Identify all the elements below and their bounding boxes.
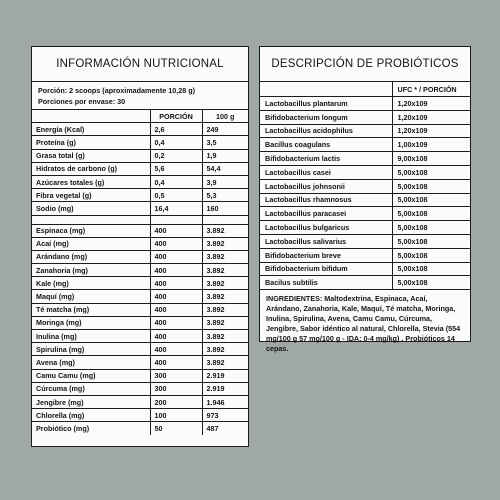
strain-name: Lactobacillus bulgaricus: [260, 221, 392, 235]
portion-value: 0,5: [150, 189, 202, 202]
table-row: [260, 165, 470, 179]
portion-value: 0,4: [150, 175, 202, 188]
table-row: [260, 152, 470, 166]
strain-name: Lactobacillus paracasei: [260, 207, 392, 221]
nutrient-name: Camu Camu (mg): [32, 369, 150, 382]
table-row: [32, 189, 248, 202]
nutrient-name: Acaí (mg): [32, 237, 150, 250]
table-row: [32, 343, 248, 356]
portion-value: 400: [150, 330, 202, 343]
table-row: [32, 316, 248, 329]
per100g-value: 3.892: [202, 224, 248, 237]
table-row: [32, 277, 248, 290]
strain-name: Lactobacillus rhamnosus: [260, 193, 392, 207]
probiotics-panel: [259, 46, 471, 354]
per100g-value: 3.892: [202, 237, 248, 250]
nutrient-name: Grasa total (g): [32, 149, 150, 162]
ufc-value: 5,00x108: [392, 179, 470, 193]
table-row: [32, 303, 248, 316]
portion-value: 100: [150, 409, 202, 422]
ufc-value: 5,00x108: [392, 165, 470, 179]
table-row: [260, 179, 470, 193]
nutrient-name: Arándano (mg): [32, 250, 150, 263]
table-row: [260, 193, 470, 207]
strain-name: Bifidobacterium lactis: [260, 152, 392, 166]
table-row: [260, 97, 470, 111]
strain-name: Lactobacillus plantarum: [260, 97, 392, 111]
table-row: [32, 175, 248, 188]
strain-name: Bacilus subtilis: [260, 276, 392, 289]
portion-value: 400: [150, 356, 202, 369]
table-row: [260, 221, 470, 235]
nutrition-title: INFORMACIÓN NUTRICIONAL: [32, 47, 248, 82]
ufc-value: 5,00x108: [392, 207, 470, 221]
table-row: [32, 202, 248, 215]
table-row: [32, 382, 248, 395]
table-row: [32, 395, 248, 408]
section-spacer: [32, 215, 248, 224]
nutrient-name: Proteína (g): [32, 136, 150, 149]
nutrient-name: Inulina (mg): [32, 330, 150, 343]
nutrient-name: Zanahoria (mg): [32, 264, 150, 277]
portion-value: 400: [150, 237, 202, 250]
per100g-value: 3.892: [202, 290, 248, 303]
per100g-value: 249: [202, 123, 248, 136]
portion-value: 16,4: [150, 202, 202, 215]
nutrient-name: Azúcares totales (g): [32, 175, 150, 188]
nutrient-name: Fibra vegetal (g): [32, 189, 150, 202]
column-header-blank: [32, 110, 150, 123]
per100g-value: 1,9: [202, 149, 248, 162]
nutrient-name: Sodio (mg): [32, 202, 150, 215]
portion-value: 400: [150, 290, 202, 303]
strain-name: Bifidobacterium breve: [260, 248, 392, 262]
portion-value: 5,6: [150, 162, 202, 175]
portion-value: 400: [150, 303, 202, 316]
ufc-value: 5,00x108: [392, 248, 470, 262]
per100g-value: 2.919: [202, 382, 248, 395]
per100g-value: 160: [202, 202, 248, 215]
serving-size: Porción: 2 scoops (aproximadamente 10,28 g): [38, 86, 195, 95]
probiotics-title: DESCRIPCIÓN DE PROBIÓTICOS: [260, 47, 470, 82]
nutrient-name: Té matcha (mg): [32, 303, 150, 316]
portion-value: 300: [150, 382, 202, 395]
nutrient-name: Probiótico (mg): [32, 422, 150, 435]
table-row: [32, 409, 248, 422]
per100g-value: 5,3: [202, 189, 248, 202]
strain-name: Lactobacillus casei: [260, 165, 392, 179]
ufc-value: 5,00x108: [392, 262, 470, 276]
ufc-value: 5,00x108: [392, 221, 470, 235]
per100g-value: 3,5: [202, 136, 248, 149]
table-row: [260, 234, 470, 248]
table-row: [32, 123, 248, 136]
strain-name: Bifidobacterium bifidum: [260, 262, 392, 276]
per100g-value: 3.892: [202, 303, 248, 316]
table-row: [260, 248, 470, 262]
per100g-value: 487: [202, 422, 248, 435]
per100g-value: 973: [202, 409, 248, 422]
nutrient-name: Kale (mg): [32, 277, 150, 290]
portion-value: 200: [150, 395, 202, 408]
table-row: [32, 237, 248, 250]
portion-value: 2,6: [150, 123, 202, 136]
table-row: [32, 224, 248, 237]
nutrient-name: Jengibre (mg): [32, 395, 150, 408]
portion-value: 400: [150, 224, 202, 237]
nutrient-name: Avena (mg): [32, 356, 150, 369]
spacer-cell: [32, 215, 150, 224]
per100g-value: 3.892: [202, 343, 248, 356]
per100g-value: 3,9: [202, 175, 248, 188]
portion-value: 400: [150, 264, 202, 277]
column-header-portion: PORCIÓN: [150, 110, 202, 123]
table-row: [260, 138, 470, 152]
table-row: [32, 330, 248, 343]
portion-value: 0,4: [150, 136, 202, 149]
nutrient-name: Energía (Kcal): [32, 123, 150, 136]
table-row: [32, 264, 248, 277]
table-row: [32, 369, 248, 382]
table-row: [32, 162, 248, 175]
nutrient-name: Hidratos de carbono (g): [32, 162, 150, 175]
ufc-value: 5,00x108: [392, 193, 470, 207]
ufc-value: 5,00x108: [392, 276, 470, 289]
per100g-value: 54,4: [202, 162, 248, 175]
table-row: [260, 110, 470, 124]
strain-name: Lactobacillus johnsonii: [260, 179, 392, 193]
portion-value: 400: [150, 343, 202, 356]
table-row: [32, 290, 248, 303]
column-header-blank: [260, 82, 392, 97]
ufc-value: 5,00x108: [392, 234, 470, 248]
nutrient-name: Spirulina (mg): [32, 343, 150, 356]
spacer-cell: [150, 215, 202, 224]
ufc-value: 1,20x109: [392, 97, 470, 111]
per100g-value: 2.919: [202, 369, 248, 382]
portion-value: 400: [150, 250, 202, 263]
column-header-100g: 100 g: [202, 110, 248, 123]
table-row: [260, 124, 470, 138]
strain-name: Lactobacillus acidophilus: [260, 124, 392, 138]
table-row: [260, 207, 470, 221]
nutrient-name: Chlorella (mg): [32, 409, 150, 422]
ufc-value: 1,00x109: [392, 138, 470, 152]
nutrient-name: Espinaca (mg): [32, 224, 150, 237]
per100g-value: 1.946: [202, 395, 248, 408]
per100g-value: 3.892: [202, 277, 248, 290]
nutrient-name: Moringa (mg): [32, 316, 150, 329]
table-row: [32, 136, 248, 149]
ufc-value: 1,20x109: [392, 110, 470, 124]
table-row: [260, 276, 470, 289]
table-row: [32, 149, 248, 162]
portion-value: 50: [150, 422, 202, 435]
table-row: [32, 356, 248, 369]
table-row: [260, 262, 470, 276]
ufc-value: 9,00x108: [392, 152, 470, 166]
portion-value: 0,2: [150, 149, 202, 162]
strain-name: Bifidobacterium longum: [260, 110, 392, 124]
per100g-value: 3.892: [202, 250, 248, 263]
portion-value: 400: [150, 277, 202, 290]
ingredients-text: INGREDIENTES: Maltodextrina, Espinaca, Acaí, Arándano, Zanahoria, Kale, Maquí, Té matcha, Moringa, Inulina, Spirulina, Avena, Camu Camu, Cúrcuma, Jengibre, Sabor idéntico al natural, Chlorella, Stevia (554 mg/100 g 57 mg/100 g - IDA: 0-4 mg/kg) , Probióticos 14 cepas.: [260, 289, 470, 358]
table-row: [32, 250, 248, 263]
nutrition-table: [32, 109, 248, 435]
portion-value: 400: [150, 316, 202, 329]
strain-name: Bacillus coagulans: [260, 138, 392, 152]
spacer-cell: [202, 215, 248, 224]
column-header-ufc: UFC * / PORCIÓN: [392, 82, 470, 97]
ufc-value: 1,20x109: [392, 124, 470, 138]
strain-name: Lactobacillus salivarius: [260, 234, 392, 248]
probiotics-table: [260, 82, 470, 289]
per100g-value: 3.892: [202, 264, 248, 277]
nutrition-panel: [31, 46, 249, 447]
per100g-value: 3.892: [202, 330, 248, 343]
servings-per-container: Porciones por envase: 30: [38, 97, 126, 106]
per100g-value: 3.892: [202, 356, 248, 369]
per100g-value: 3.892: [202, 316, 248, 329]
nutrient-name: Cúrcuma (mg): [32, 382, 150, 395]
portion-value: 300: [150, 369, 202, 382]
table-row: [32, 422, 248, 435]
nutrient-name: Maquí (mg): [32, 290, 150, 303]
